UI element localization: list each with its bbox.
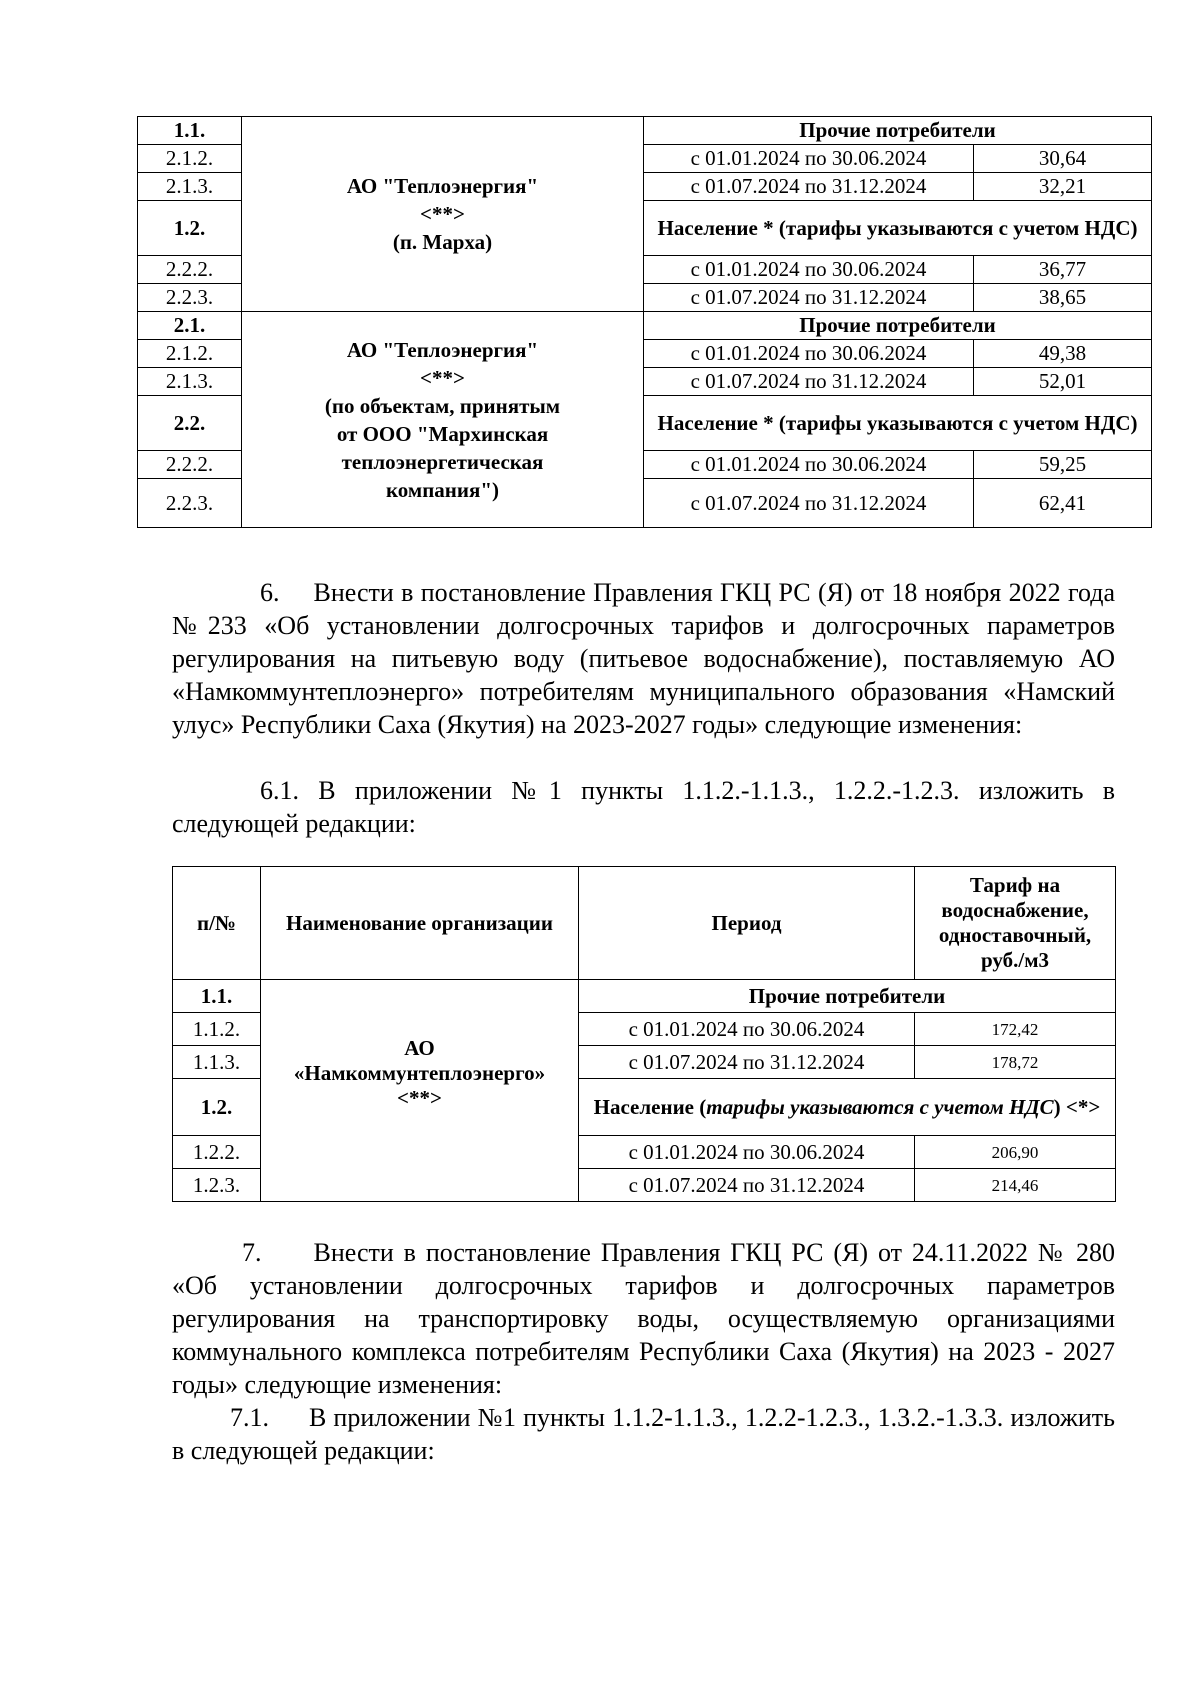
- row-num: 1.1.3.: [173, 1046, 261, 1079]
- row-num: 2.1.: [138, 312, 242, 340]
- period-cell: с 01.07.2024 по 31.12.2024: [644, 284, 974, 312]
- row-num: 1.2.3.: [173, 1169, 261, 1202]
- row-num: 1.1.: [173, 980, 261, 1013]
- period-cell: с 01.01.2024 по 30.06.2024: [644, 340, 974, 368]
- tariff-value: 52,01: [974, 368, 1152, 396]
- row-num: 1.2.: [173, 1079, 261, 1136]
- tariff-value: 38,65: [974, 284, 1152, 312]
- org-name-cell: АО "Теплоэнергия" <**> (по объектам, принятым от ООО "Мархинская теплоэнергетическая компания"): [242, 312, 644, 528]
- period-cell: с 01.01.2024 по 30.06.2024: [579, 1013, 915, 1046]
- period-cell: с 01.01.2024 по 30.06.2024: [644, 451, 974, 479]
- period-cell: с 01.01.2024 по 30.06.2024: [644, 256, 974, 284]
- row-num: 2.1.3.: [138, 173, 242, 201]
- tariff-value: 32,21: [974, 173, 1152, 201]
- category-header: Население * (тарифы указываются с учетом НДС): [644, 396, 1152, 451]
- period-cell: с 01.07.2024 по 31.12.2024: [579, 1046, 915, 1079]
- tariff-value: 206,90: [915, 1136, 1116, 1169]
- category-header: Население * (тарифы указываются с учетом НДС): [644, 201, 1152, 256]
- tariff-value: 62,41: [974, 479, 1152, 528]
- header-org: Наименование организации: [261, 867, 579, 980]
- org-name-cell: АО "Теплоэнергия" <**> (п. Марха): [242, 117, 644, 312]
- header-num: п/№: [173, 867, 261, 980]
- tariff-table-heat: [137, 116, 1152, 528]
- row-num: 1.1.2.: [173, 1013, 261, 1046]
- row-num: 1.2.2.: [173, 1136, 261, 1169]
- tariff-table-water: [172, 866, 1116, 1202]
- row-num: 2.1.2.: [138, 340, 242, 368]
- row-num: 2.2.2.: [138, 451, 242, 479]
- category-header: Прочие потребители: [644, 117, 1152, 145]
- row-num: 1.1.: [138, 117, 242, 145]
- org-name-cell: АО «Намкоммунтеплоэнерго» <**>: [261, 980, 579, 1202]
- tariff-value: 214,46: [915, 1169, 1116, 1202]
- paragraph-6: 6. Внести в постановление Правления ГКЦ РС (Я) от 18 ноября 2022 года №233 «Об установлении долгосрочных тарифов и долгосрочных параметров регулирования на питьевую воду (питьевое водоснабжение), поставляемую АО «Намкоммунтеплоэнерго» потребителям муниципального образования «Намский улус» Республики Саха (Якутия) на 2023-2027 годы» следующие изменения:: [172, 578, 1115, 739]
- category-header: Прочие потребители: [644, 312, 1152, 340]
- tariff-value: 178,72: [915, 1046, 1116, 1079]
- tariff-value: 59,25: [974, 451, 1152, 479]
- row-num: 2.2.: [138, 396, 242, 451]
- paragraph-6-1: 6.1. В приложении №1 пункты 1.1.2.-1.1.3., 1.2.2.-1.2.3. изложить в следующей редакции:: [172, 776, 1115, 838]
- row-num: 2.1.2.: [138, 145, 242, 173]
- paragraph-7-1: 7.1. В приложении №1 пункты 1.1.2-1.1.3., 1.2.2-1.2.3., 1.3.2.-1.3.3. изложить в следующей редакции:: [172, 1403, 1115, 1465]
- period-cell: с 01.01.2024 по 30.06.2024: [644, 145, 974, 173]
- header-tariff: Тариф на водоснабжение, одноставочный, руб./м3: [915, 867, 1116, 980]
- period-cell: с 01.07.2024 по 31.12.2024: [579, 1169, 915, 1202]
- tariff-value: 36,77: [974, 256, 1152, 284]
- category-header: Население (тарифы указываются с учетом НДС) <*>: [579, 1079, 1116, 1136]
- row-num: 2.1.3.: [138, 368, 242, 396]
- tariff-value: 49,38: [974, 340, 1152, 368]
- period-cell: с 01.07.2024 по 31.12.2024: [644, 173, 974, 201]
- header-period: Период: [579, 867, 915, 980]
- period-cell: с 01.01.2024 по 30.06.2024: [579, 1136, 915, 1169]
- row-num: 2.2.3.: [138, 479, 242, 528]
- tariff-value: 172,42: [915, 1013, 1116, 1046]
- tariff-value: 30,64: [974, 145, 1152, 173]
- row-num: 2.2.2.: [138, 256, 242, 284]
- period-cell: с 01.07.2024 по 31.12.2024: [644, 479, 974, 528]
- period-cell: с 01.07.2024 по 31.12.2024: [644, 368, 974, 396]
- paragraph-7: 7. Внести в постановление Правления ГКЦ РС (Я) от 24.11.2022 № 280 «Об установлении долгосрочных тарифов и долгосрочных параметров регулирования на транспортировку воды, осуществляемую организациями коммунального комплекса потребителям Республики Саха (Якутия) на 2023 - 2027 годы» следующие изменения:: [172, 1238, 1115, 1399]
- row-num: 1.2.: [138, 201, 242, 256]
- category-header: Прочие потребители: [579, 980, 1116, 1013]
- row-num: 2.2.3.: [138, 284, 242, 312]
